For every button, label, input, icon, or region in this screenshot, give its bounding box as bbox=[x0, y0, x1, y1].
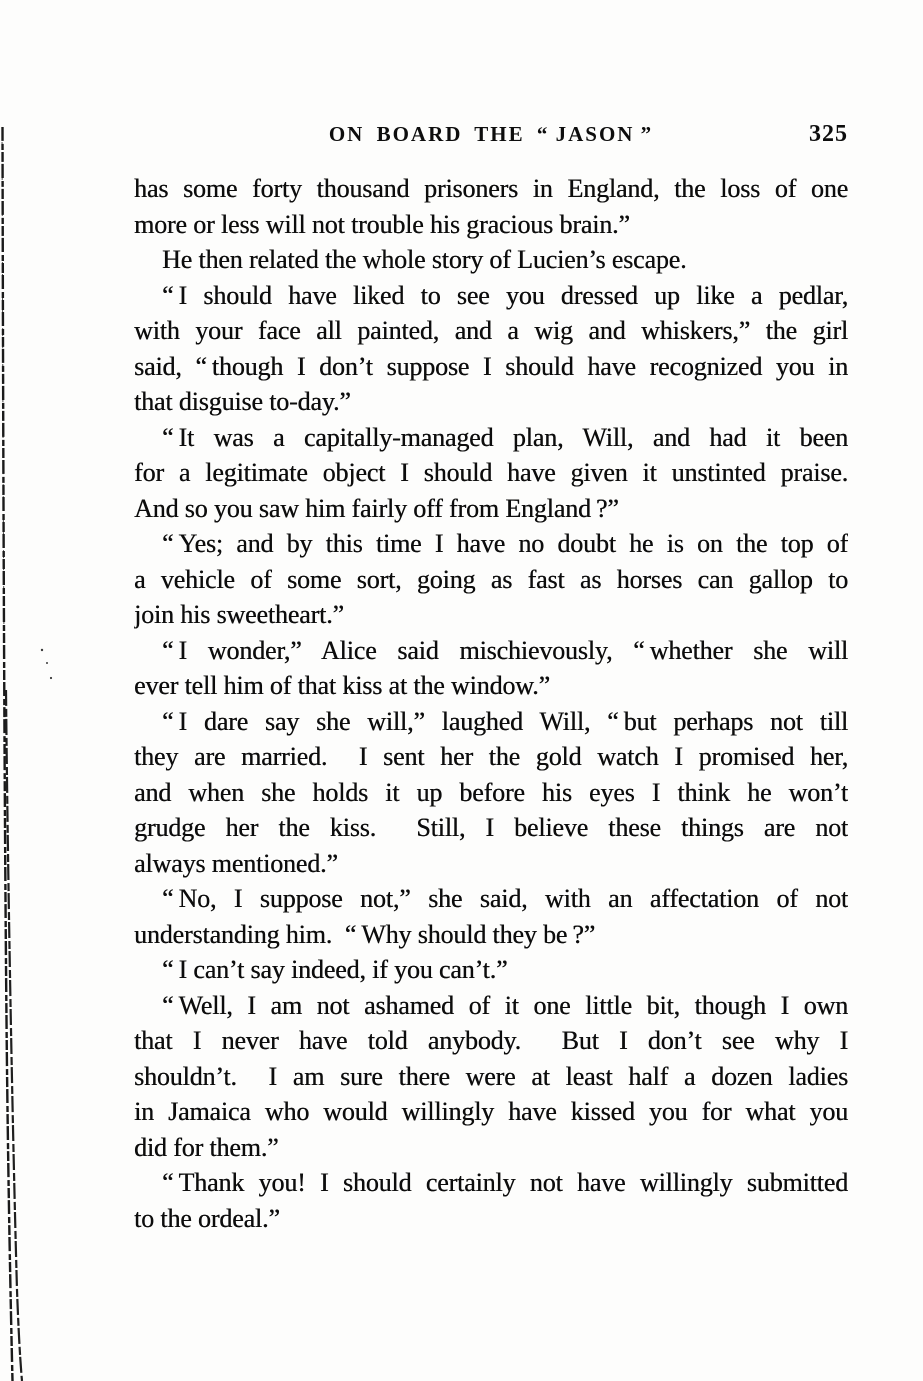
text-line: a vehicle of some sort, going as fast as horses can gallop to bbox=[134, 564, 848, 594]
paragraph bbox=[134, 633, 848, 704]
paragraph bbox=[134, 988, 848, 1166]
text-line: for a legitimate object I should have given it unstinted praise. bbox=[134, 458, 848, 487]
text-line: shouldn’t. I am sure there were at least half a dozen ladies bbox=[134, 1061, 848, 1091]
paragraph bbox=[134, 171, 848, 242]
text-line: “ I can’t say indeed, if you can’t.” bbox=[162, 955, 508, 984]
paragraph bbox=[134, 881, 848, 952]
running-head bbox=[134, 119, 848, 149]
text-line: to the ordeal.” bbox=[134, 1203, 280, 1233]
text-line: that disguise to-day.” bbox=[134, 387, 351, 416]
text-line: “ I dare say she will,” laughed Will, “ but perhaps not till bbox=[162, 706, 848, 736]
text-line: “ No, I suppose not,” she said, with an affectation of not bbox=[162, 884, 848, 913]
text-line: more or less will not trouble his gracious brain.” bbox=[134, 209, 630, 239]
text-line: “ I wonder,” Alice said mischievously, “ whether she will bbox=[162, 635, 848, 665]
text-line: always mentioned.” bbox=[134, 848, 338, 878]
text-line: ever tell him of that kiss at the window.” bbox=[134, 671, 550, 700]
text-line: understanding him. “ Why should they be ?” bbox=[134, 919, 596, 949]
text-line: said, “ though I don’t suppose I should have recognized you in bbox=[134, 351, 848, 381]
text-line: “ I should have liked to see you dressed up like a pedlar, bbox=[162, 280, 848, 310]
page-text bbox=[134, 171, 848, 1236]
text-line: did for them.” bbox=[134, 1132, 279, 1162]
text-line: “ Yes; and by this time I have no doubt he is on the top of bbox=[162, 529, 848, 558]
paragraph bbox=[134, 1165, 848, 1236]
binding-shadow-artifact bbox=[0, 0, 60, 1381]
text-line: that I never have told anybody. But I don’t see why I bbox=[134, 1026, 848, 1055]
paragraph bbox=[134, 952, 848, 988]
text-line: they are married. I sent her the gold watch I promised her, bbox=[134, 742, 848, 771]
text-line: “ Well, I am not ashamed of it one little bit, though I own bbox=[162, 990, 848, 1020]
text-line: He then related the whole story of Lucien’s escape. bbox=[162, 245, 687, 274]
text-line: And so you saw him fairly off from England ?” bbox=[134, 493, 619, 523]
page-number: 325 bbox=[809, 121, 848, 147]
text-line: join his sweetheart.” bbox=[134, 600, 344, 629]
text-line: and when she holds it up before his eyes I think he won’t bbox=[134, 777, 848, 807]
text-line: grudge her the kiss. Still, I believe these things are not bbox=[134, 813, 848, 842]
text-line: “ It was a capitally-managed plan, Will, and had it been bbox=[162, 422, 848, 452]
paragraph bbox=[134, 704, 848, 882]
text-line: “ Thank you! I should certainly not have willingly submitted bbox=[162, 1168, 848, 1197]
text-line: with your face all painted, and a wig and whiskers,” the girl bbox=[134, 316, 848, 345]
paragraph bbox=[134, 420, 848, 527]
paragraph bbox=[134, 242, 848, 278]
running-header-title: ON BOARD THE “ JASON ” bbox=[328, 122, 654, 146]
text-line: has some forty thousand prisoners in England, the loss of one bbox=[134, 174, 848, 203]
text-line: in Jamaica who would willingly have kissed you for what you bbox=[134, 1097, 848, 1126]
paragraph bbox=[134, 278, 848, 420]
paragraph bbox=[134, 526, 848, 633]
